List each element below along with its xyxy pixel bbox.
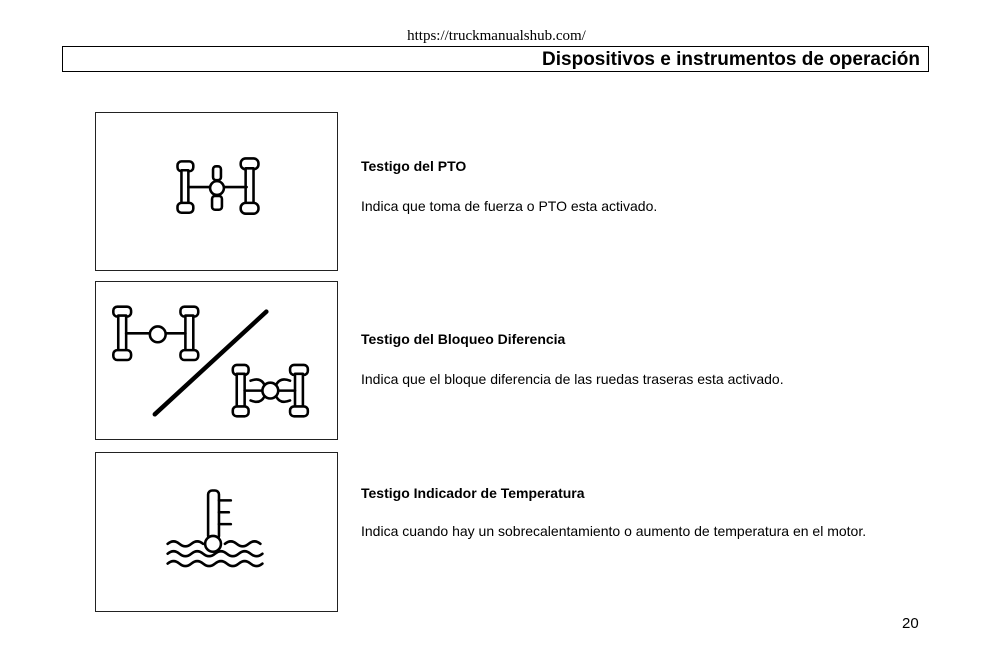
- temperature-icon: [96, 453, 337, 611]
- pto-icon-box: [95, 112, 338, 271]
- item-title-temperature: Testigo Indicador de Temperatura: [361, 485, 585, 501]
- section-title-bar: [62, 46, 929, 72]
- page-number: 20: [902, 615, 919, 632]
- item-description-temperature: Indica cuando hay un sobrecalentamiento o aumento de temperatura en el motor.: [361, 523, 867, 539]
- pto-axle-icon: [96, 113, 337, 270]
- item-title-pto: Testigo del PTO: [361, 158, 467, 174]
- section-title: Dispositivos e instrumentos de operación: [542, 49, 920, 70]
- item-description-differential-lock: Indica que el bloque diferencia de las ruedas traseras esta activado.: [361, 371, 784, 387]
- temperature-icon-box: [95, 452, 338, 612]
- item-description-pto: Indica que toma de fuerza o PTO esta activado.: [361, 198, 658, 214]
- differential-lock-icon: [96, 282, 337, 439]
- item-title-differential-lock: Testigo del Bloqueo Diferencia: [361, 331, 566, 347]
- source-url: https://truckmanualshub.com/: [407, 28, 586, 44]
- differential-lock-icon-box: [95, 281, 338, 440]
